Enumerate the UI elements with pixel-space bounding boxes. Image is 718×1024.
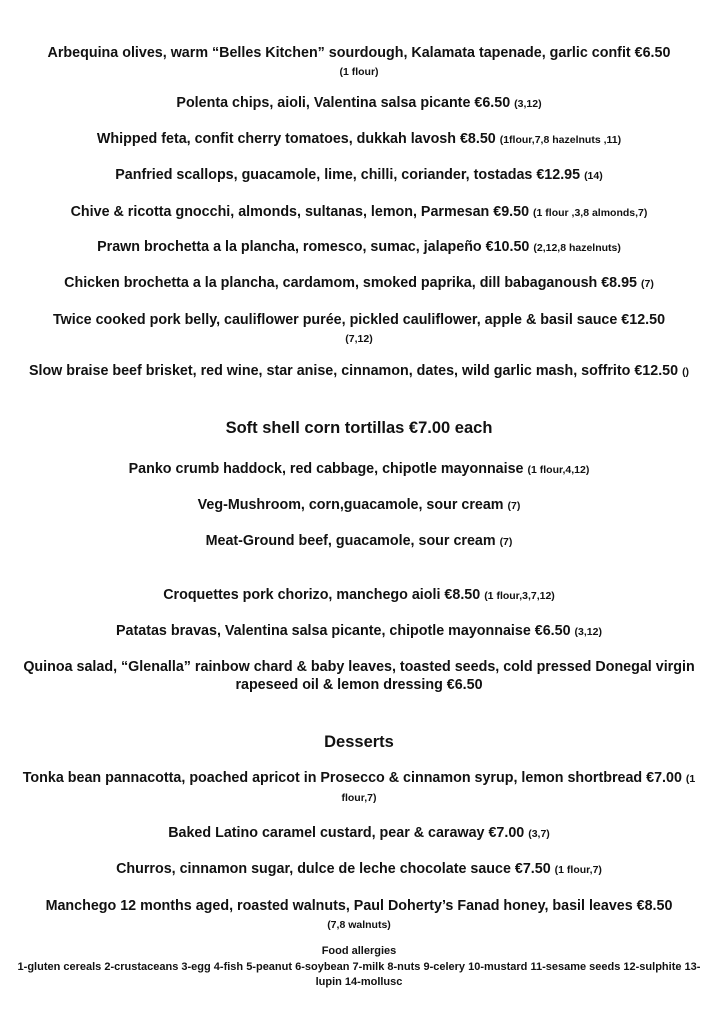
item-name: Croquettes pork chorizo, manchego aioli €8.50: [163, 587, 481, 603]
item-name: Polenta chips, aioli, Valentina salsa picante €6.50: [176, 95, 511, 111]
item-name: Arbequina olives, warm “Belles Kitchen” sourdough, Kalamata tapenade, garlic confit €6.50: [47, 45, 671, 61]
item-allergens: (1 flour,7): [554, 864, 602, 876]
menu-item: [8, 532, 710, 551]
menu-item: [8, 274, 710, 293]
menu-item: [8, 166, 710, 185]
item-allergens: (7,8 walnuts): [327, 919, 391, 931]
item-allergens: (1 flour,4,12): [527, 464, 590, 476]
section-heading-desserts: Desserts: [324, 733, 394, 751]
item-allergens: (3,7): [528, 828, 550, 840]
item-allergens: (7,12): [345, 333, 373, 345]
item-name: Veg-Mushroom, corn,guacamole, sour cream: [197, 497, 504, 513]
item-allergens: (14): [584, 170, 603, 182]
item-name: Tonka bean pannacotta, poached apricot in Prosecco & cinnamon syrup, lemon shortbread €7.00: [22, 770, 682, 786]
item-name: Baked Latino caramel custard, pear & caraway €7.00: [168, 825, 525, 841]
menu-item: [8, 824, 710, 843]
item-name: Chive & ricotta gnocchi, almonds, sultanas, lemon, Parmesan €9.50: [70, 204, 530, 220]
item-name: Whipped feta, confit cherry tomatoes, dukkah lavosh €8.50: [96, 131, 496, 147]
menu-item: [8, 586, 710, 605]
menu-item: [28, 362, 690, 381]
menu-item: [8, 496, 710, 515]
item-name: Panko crumb haddock, red cabbage, chipotle mayonnaise: [128, 461, 524, 477]
menu-item: [8, 94, 710, 113]
item-name: Twice cooked pork belly, cauliflower purée, pickled cauliflower, apple & basil sauce €12.50: [52, 312, 666, 328]
menu-item: [8, 658, 710, 694]
item-allergens: (1flour,7,8 hazelnuts ,11): [499, 134, 622, 146]
item-allergens: (1 flour): [339, 66, 379, 78]
item-name: Churros, cinnamon sugar, dulce de leche chocolate sauce €7.50: [116, 861, 551, 877]
item-name: Panfried scallops, guacamole, lime, chilli, coriander, tostadas €12.95: [115, 167, 581, 183]
item-allergens: (): [682, 366, 690, 378]
item-allergens: (7): [641, 278, 654, 290]
menu-item: [8, 860, 710, 879]
menu-item: [8, 769, 710, 807]
menu-item: [8, 460, 710, 479]
menu-item: [8, 130, 710, 149]
item-name: Meat-Ground beef, guacamole, sour cream: [205, 533, 496, 549]
allergy-key-title: Food allergies: [321, 945, 397, 957]
item-allergens: (1 flour,7): [341, 773, 696, 804]
menu-item: [8, 238, 710, 257]
item-allergens: (7): [499, 536, 513, 548]
item-name: Chicken brochetta a la plancha, cardamom, smoked paprika, dill babaganoush €8.95: [64, 275, 638, 291]
item-name: Manchego 12 months aged, roasted walnuts, Paul Doherty’s Fanad honey, basil leaves €8.50: [45, 898, 673, 914]
allergy-key-text: 1-gluten cereals 2-crustaceans 3-egg 4-fish 5-peanut 6-soybean 7-milk 8-nuts 9-celery 10-mustard 11-sesame seeds 12-sulphite 13-lupin 14-mollusc: [17, 961, 701, 988]
item-allergens: (3,12): [574, 626, 602, 638]
menu-item: [8, 311, 710, 348]
menu-item: [8, 897, 710, 934]
item-allergens: (7): [507, 500, 521, 512]
menu-item: [8, 203, 710, 222]
menu-item: [8, 622, 710, 641]
item-name: Prawn brochetta a la plancha, romesco, sumac, jalapeño €10.50: [97, 239, 530, 255]
item-name: Quinoa salad, “Glenalla” rainbow chard & baby leaves, toasted seeds, cold pressed Donegal virgin rapeseed oil & lemon dressing €6.50: [23, 659, 695, 693]
item-name: Patatas bravas, Valentina salsa picante, chipotle mayonnaise €6.50: [116, 623, 571, 639]
item-allergens: (3,12): [514, 98, 542, 110]
item-allergens: (2,12,8 hazelnuts): [533, 242, 621, 254]
menu-item: [8, 44, 710, 81]
item-allergens: (1 flour ,3,8 almonds,7): [533, 207, 648, 219]
item-allergens: (1 flour,3,7,12): [484, 590, 555, 602]
section-heading-tortillas: Soft shell corn tortillas €7.00 each: [225, 419, 493, 437]
item-name: Slow braise beef brisket, red wine, star anise, cinnamon, dates, wild garlic mash, soffrito €12.50: [28, 363, 679, 379]
